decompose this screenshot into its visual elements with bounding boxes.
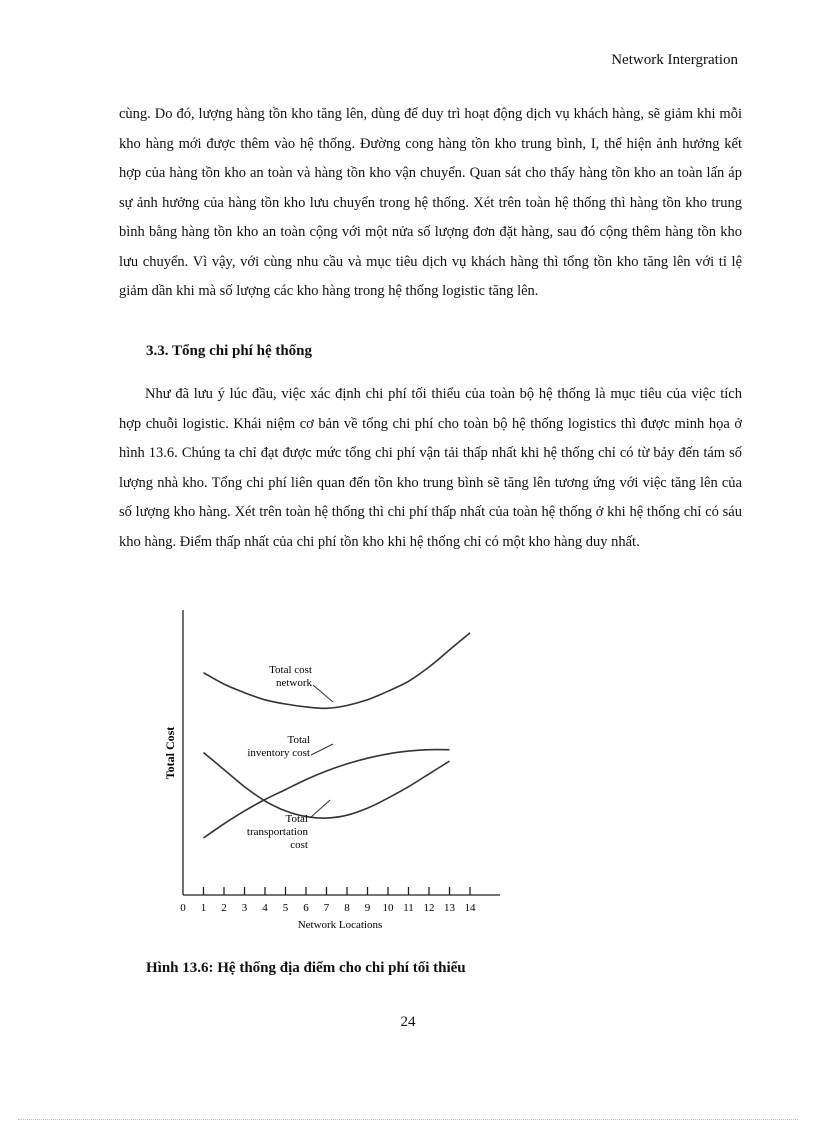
x-tick-label-14: 14 [464,902,476,914]
x-tick-label-0: 0 [180,902,186,914]
series-line-total-inventory-cost [204,750,450,838]
x-tick-label-12: 12 [423,902,435,914]
total-cost-chart [150,600,530,940]
y-axis-label: Total Cost [163,726,177,780]
x-tick-label-8: 8 [344,902,350,914]
x-tick-label-9: 9 [364,902,371,914]
x-tick-label-13: 13 [444,902,455,914]
series-label-total-inventory-cost: Total inventory cost [247,734,310,759]
figure-caption: Hình 13.6: Hệ thống địa điểm cho chi phí tối thiểu [146,960,466,976]
body-paragraph-1: cùng. Do đó, lượng hàng tồn kho tăng lên, dùng để duy trì hoạt động dịch vụ khách hàng, sẽ giảm khi mỗi kho hàng mới được thêm vào hệ thống. Đường cong hàng tồn kho trung bình, I, thể hiện ảnh hưởng kết hợp của hàng tồn kho an toàn và hàng tồn kho vận chuyển. Quan sát cho thấy hàng tồn kho an toàn lấn áp sự ảnh hưởng của hàng tồn kho lưu chuyển trong hệ thống. Xét trên toàn hệ thống thì hàng tồn kho trung bình bằng hàng tồn kho an toàn cộng với một nửa số lượng đơn đặt hàng, sau đó cộng thêm hàng tồn kho lưu chuyển. Vì vậy, với cùng nhu cầu và mục tiêu dịch vụ khách hàng thì tổng tồn kho tăng lên với tỉ lệ giảm dần khi mà số lượng các kho hàng trong hệ thống logistic tăng lên. [119,106,742,299]
series-leader-total-cost-network [313,685,333,702]
x-tick-layer [180,887,476,914]
running-header: Network Intergration [611,52,738,68]
series-label-total-transportation-cost: Total transportation cost [246,813,308,851]
page-number: 24 [400,1014,416,1030]
body-paragraph-2: Như đã lưu ý lúc đầu, việc xác định chi phí tối thiểu của toàn bộ hệ thống là mục tiêu của việc tích hợp chuỗi logistic. Khái niệm cơ bản về tổng chi phí cho toàn bộ hệ thống logistics thì được minh họa ở hình 13.6. Chúng ta chỉ đạt được mức tổng chi phí vận tải thấp nhất khi hệ thống chỉ có từ bảy đến tám số lượng nhà kho. Tổng chi phí liên quan đến tồn kho trung bình sẽ tăng lên tương ứng với việc tăng lên của số lượng kho hàng. Xét trên toàn hệ thống thì chi phí thấp nhất của toàn hệ thống ở khi hệ thống chỉ có sáu kho hàng. Điểm thấp nhất của chi phí tồn kho khi hệ thống chỉ có một kho hàng duy nhất. [119,386,742,550]
x-tick-label-11: 11 [403,902,414,914]
x-tick-label-7: 7 [323,902,330,914]
x-tick-label-6: 6 [303,902,309,914]
x-tick-label-3: 3 [241,902,248,914]
series-line-total-transportation-cost [204,753,450,819]
x-tick-label-10: 10 [382,902,394,914]
series-label-layer [247,664,333,851]
x-axis-label: Network Locations [297,919,383,931]
series-line-total-cost-network [204,633,471,709]
x-tick-label-5: 5 [282,902,289,914]
series-layer [204,633,471,838]
x-tick-label-1: 1 [200,902,207,914]
x-tick-label-2: 2 [221,902,227,914]
series-label-total-cost-network: Total cost network [269,664,312,689]
x-tick-label-4: 4 [262,902,268,914]
section-heading: 3.3. Tổng chi phí hệ thống [146,343,313,359]
series-leader-total-transportation-cost [310,800,330,818]
series-leader-total-inventory-cost [311,744,333,755]
page-bottom-divider [18,1119,798,1120]
